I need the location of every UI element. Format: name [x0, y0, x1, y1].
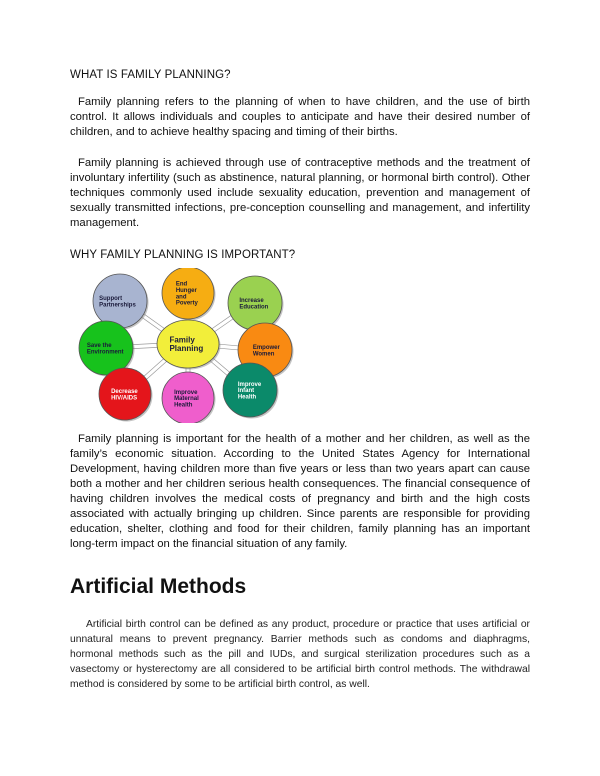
node-label: Save the Environment — [86, 342, 124, 356]
node-label: Support Partnerships — [99, 295, 136, 309]
paragraph-artificial: Artificial birth control can be defined as any product, procedure or practice that uses artificial or unnatural means to prevent pregnancy. Barrier methods such as condoms and diaphragms, hormonal methods such as the pill and IUDs, and surgical sterilization procedures such as a vasectomy or hysterectomy are all considered to be artificial birth control methods. The withdrawal method is considered by some to be artificial birth control, as well. — [70, 619, 530, 690]
paragraph-definition: Family planning refers to the planning of when to have children, and the use of birth control. It allows individuals and couples to anticipate and have their desired number of children, and to achieve healthy spacing and timing of their births. — [70, 96, 530, 138]
node-label: End Hunger and Poverty — [175, 281, 198, 307]
section-heading-artificial: Artificial Methods — [70, 575, 247, 598]
node-label: Decrease HIV/AIDS — [111, 388, 138, 402]
section-heading-why: WHY FAMILY PLANNING IS IMPORTANT? — [70, 249, 296, 261]
node-label: Empower Women — [252, 344, 280, 358]
section-heading-what: WHAT IS FAMILY PLANNING? — [70, 69, 231, 81]
node-label: Improve Maternal Health — [174, 389, 199, 409]
node-label: Improve Infant Health — [237, 381, 262, 401]
paragraph-methods: Family planning is achieved through use of contraceptive methods and the treatment of involuntary infertility (such as abstinence, natural planning, or hormonal birth control). Other techniques commonly used include sexuality education, prevention and management of sexually transmitted infections, pre-conception counselling and management, and infertility management. — [70, 157, 530, 229]
node-label: Increase Education — [239, 297, 269, 311]
paragraph-importance: Family planning is important for the health of a mother and her children, as well as the family’s economic situation. According to the United States Agency for International Development, having children more than five years or less than two years apart can cause both a mother and her children serious health consequences. The financial consequence of having children involves the medical costs of pregnancy and birth and the high costs associated with actually bringing up children. Since parents are responsible for providing education, shelter, clothing and food for their children, family planning has an important long-term impact on the financial situation of any family. — [70, 433, 530, 550]
family-planning-diagram — [70, 268, 300, 423]
center-label: Family Planning — [169, 335, 204, 353]
